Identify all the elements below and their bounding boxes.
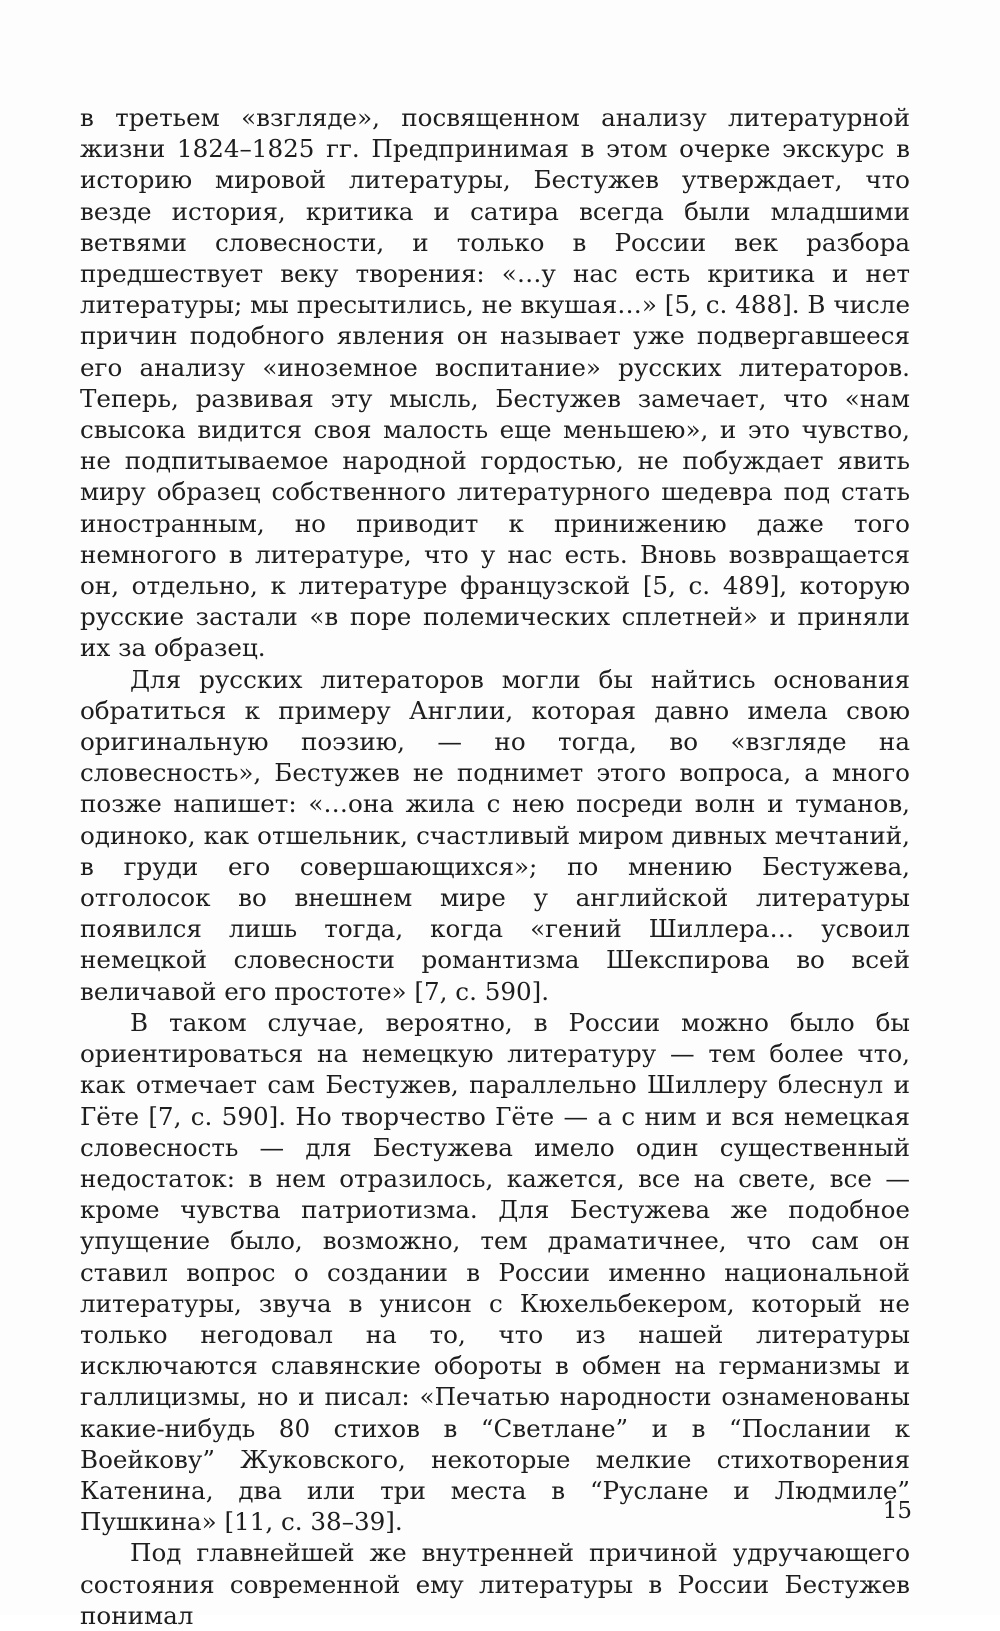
paragraph-4: Под главнейшей же внутренней причиной удручающего состояния современной ему литературы в России Бестужев понимал [80,1538,910,1630]
paragraph-2: Для русских литераторов могли бы найтись основания обратиться к примеру Англии, которая давно имела свою оригинальную поэзию, — но тогда, во «взгляде на словесность», Бестужев не поднимет этого вопроса, а много позже напишет: «…она жила с нею посреди волн и туманов, одиноко, как отшельник, счастливый миром дивных мечтаний, в груди его совершающихся»; по мнению Бестужева, отголосок во внешнем мире у английской литературы появился лишь тогда, когда «гений Шиллера… усвоил немецкой словесности романтизма Шекспирова во всей величавой его простоте» [7, с. 590]. [80,664,910,1006]
paragraph-1: в третьем «взгляде», посвященном анализу литературной жизни 1824–1825 гг. Предпринимая в этом очерке экскурс в историю мировой литературы, Бестужев утверждает, что везде история, критика и сатира всегда были младшими ветвями словесности, и только в России век разбора предшествует веку творения: «…у нас есть критика и нет литературы; мы пресытились, не вкушая…» [5, с. 488]. В числе причин подобного явления он называет уже подвергавшееся его анализу «иноземное воспитание» русских литераторов. Теперь, развивая эту мысль, Бестужев замечает, что «нам свысока видится своя малость еще меньшею», и это чувство, не подпитываемое народной гордостью, не побуждает явить миру образец собственного литературного шедевра под стать иностранным, но приводит к принижению даже того немногого в литературе, что у нас есть. Вновь возвращается он, отдельно, к литературе французской [5, с. 489], которую русские застали «в поре полемических сплетней» и приняли их за образец. [80,103,910,663]
page-number: 15 [882,1498,912,1524]
body-text [80,102,910,1631]
paragraph-3: В таком случае, вероятно, в России можно было бы ориентироваться на немецкую литературу — тем более что, как отмечает сам Бестужев, параллельно Шиллеру блеснул и Гёте [7, с. 590]. Но творчество Гёте — а с ним и вся немецкая словесность — для Бестужева имело один существенный недостаток: в нем отразилось, кажется, все на свете, все — кроме чувства патриотизма. Для Бестужева же подобное упущение было, возможно, тем драматичнее, что сам он ставил вопрос о создании в России именно национальной литературы, звуча в унисон с Кюхельбекером, который не только негодовал на то, что из нашей литературы исключаются славянские обороты в обмен на германизмы и галлицизмы, но и писал: «Печатью народности ознаменованы какие-нибудь 80 стихов в “Светлане” и в “Послании к Воейкову” Жуковского, некоторые мелкие стихотворения Катенина, два или три места в “Руслане и Людмиле” Пушкина» [11, с. 38–39]. [80,1007,910,1537]
